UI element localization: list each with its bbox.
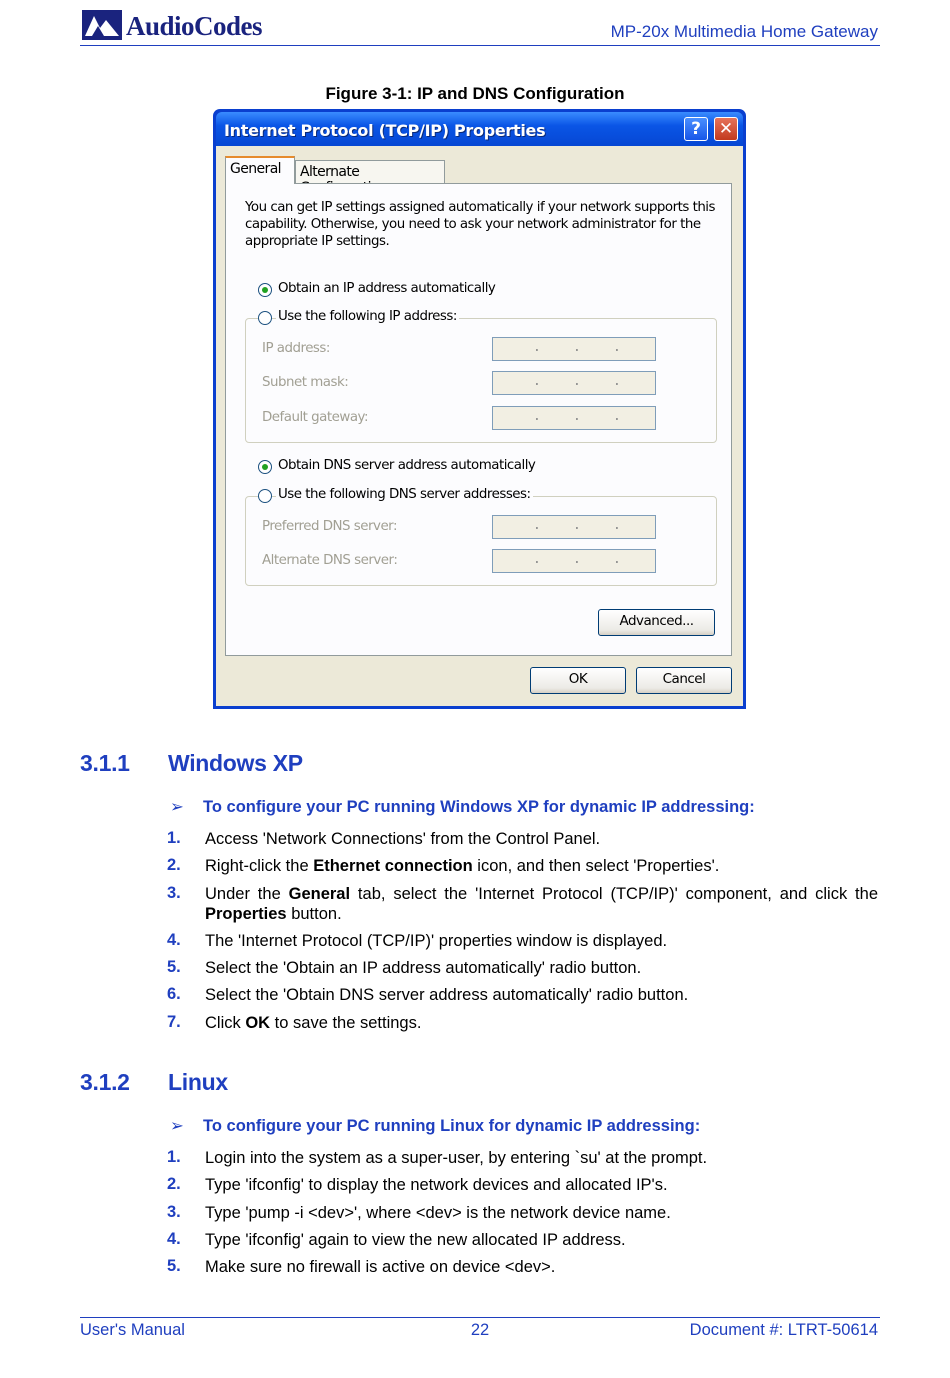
step-text: Select the 'Obtain DNS server address automatically' radio button.	[205, 986, 689, 1004]
subnet-mask-input[interactable]: . . .	[492, 371, 656, 395]
alternate-dns-input[interactable]: . . .	[492, 549, 656, 573]
default-gateway-label: Default gateway:	[262, 410, 368, 425]
audiocodes-logo-icon	[82, 10, 122, 40]
step-number: 5.	[167, 958, 181, 976]
step-number: 4.	[167, 1230, 181, 1248]
close-button[interactable]: ✕	[714, 117, 738, 141]
step-text: Type 'ifconfig' to display the network devices and allocated IP's.	[205, 1176, 668, 1194]
header-title: MP-20x Multimedia Home Gateway	[610, 22, 878, 41]
footer-left: User's Manual	[80, 1321, 185, 1339]
step-number: 3.	[167, 1203, 181, 1221]
preferred-dns-label: Preferred DNS server:	[262, 519, 397, 534]
section-title-linux: Linux	[168, 1069, 228, 1095]
intro-text: You can get IP settings assigned automatically if your network supports this capability. Otherwise, you need to ask your network administrator for the appropriate IP settings.	[245, 200, 716, 249]
tab-general[interactable]: General	[225, 156, 295, 184]
default-gateway-input[interactable]: . . .	[492, 406, 656, 430]
advanced-button[interactable]: Advanced...	[598, 609, 715, 636]
cancel-button[interactable]: Cancel	[636, 667, 732, 694]
subnet-mask-label: Subnet mask:	[262, 375, 349, 390]
step-number: 2.	[167, 856, 181, 874]
step-number: 3.	[167, 884, 181, 902]
step-number: 6.	[167, 985, 181, 1003]
ip-auto-label[interactable]: Obtain an IP address automatically	[278, 281, 496, 296]
figure-caption: Figure 3-1: IP and DNS Configuration	[325, 84, 625, 103]
dialog-titlebar[interactable]	[216, 112, 743, 146]
section-title-winxp: Windows XP	[168, 750, 303, 776]
step-text: Login into the system as a super-user, by entering `su' at the prompt.	[205, 1149, 708, 1167]
step-text: Access 'Network Connections' from the Control Panel.	[205, 830, 601, 848]
document-number: Document #: LTRT-50614	[689, 1321, 878, 1339]
procedure-winxp: ➢ To configure your PC running Windows XP for dynamic IP addressing:	[170, 797, 755, 816]
procedure-linux: ➢ To configure your PC running Linux for dynamic IP addressing:	[170, 1116, 701, 1135]
ip-manual-radio[interactable]	[258, 311, 272, 325]
ip-address-input[interactable]: . . .	[492, 337, 656, 361]
step-text: The 'Internet Protocol (TCP/IP)' properties window is displayed.	[205, 932, 668, 950]
step-text: Right-click the Ethernet connection icon, and then select 'Properties'.	[205, 857, 720, 875]
arrowhead-icon: ➢	[170, 1116, 184, 1135]
step-number: 7.	[167, 1013, 181, 1031]
arrowhead-icon: ➢	[170, 797, 184, 816]
step-text: Select the 'Obtain an IP address automatically' radio button.	[205, 959, 642, 977]
page-number: 22	[470, 1321, 490, 1339]
step-number: 1.	[167, 1148, 181, 1166]
tcpip-properties-dialog	[213, 109, 746, 709]
tab-alternate-configuration[interactable]: Alternate	[295, 160, 445, 184]
step-number: 2.	[167, 1175, 181, 1193]
ip-auto-radio[interactable]	[258, 283, 272, 297]
dialog-title: Internet Protocol (TCP/IP) Properties	[224, 121, 546, 140]
footer-rule	[80, 1317, 880, 1318]
step-text: Click OK to save the settings.	[205, 1014, 422, 1032]
step-text: Under the General tab, select the 'Internet Protocol (TCP/IP)' component, and click the Properties button.	[205, 885, 878, 923]
step-text: Make sure no firewall is active on device <dev>.	[205, 1258, 556, 1276]
header-rule	[80, 45, 880, 46]
ok-button[interactable]: OK	[530, 667, 626, 694]
dns-auto-label[interactable]: Obtain DNS server address automatically	[278, 458, 536, 473]
company-logo	[82, 8, 282, 44]
dns-auto-radio[interactable]	[258, 460, 272, 474]
ip-manual-label[interactable]: Use the following IP address:	[278, 309, 457, 324]
step-number: 5.	[167, 1257, 181, 1275]
dialog-client-area	[216, 146, 743, 706]
step-text: Type 'ifconfig' again to view the new allocated IP address.	[205, 1231, 626, 1249]
section-number-linux: 3.1.2	[80, 1069, 130, 1095]
dns-manual-label[interactable]: Use the following DNS server addresses:	[278, 487, 531, 502]
section-number-winxp: 3.1.1	[80, 750, 130, 776]
help-button[interactable]: ?	[684, 117, 708, 141]
step-text: Type 'pump -i <dev>', where <dev> is the network device name.	[205, 1204, 671, 1222]
alternate-dns-label: Alternate DNS server:	[262, 553, 398, 568]
step-number: 1.	[167, 829, 181, 847]
preferred-dns-input[interactable]: . . .	[492, 515, 656, 539]
step-number: 4.	[167, 931, 181, 949]
dns-manual-radio[interactable]	[258, 489, 272, 503]
ip-address-label: IP address:	[262, 341, 330, 356]
logo-text: AudioCodes	[126, 11, 263, 41]
